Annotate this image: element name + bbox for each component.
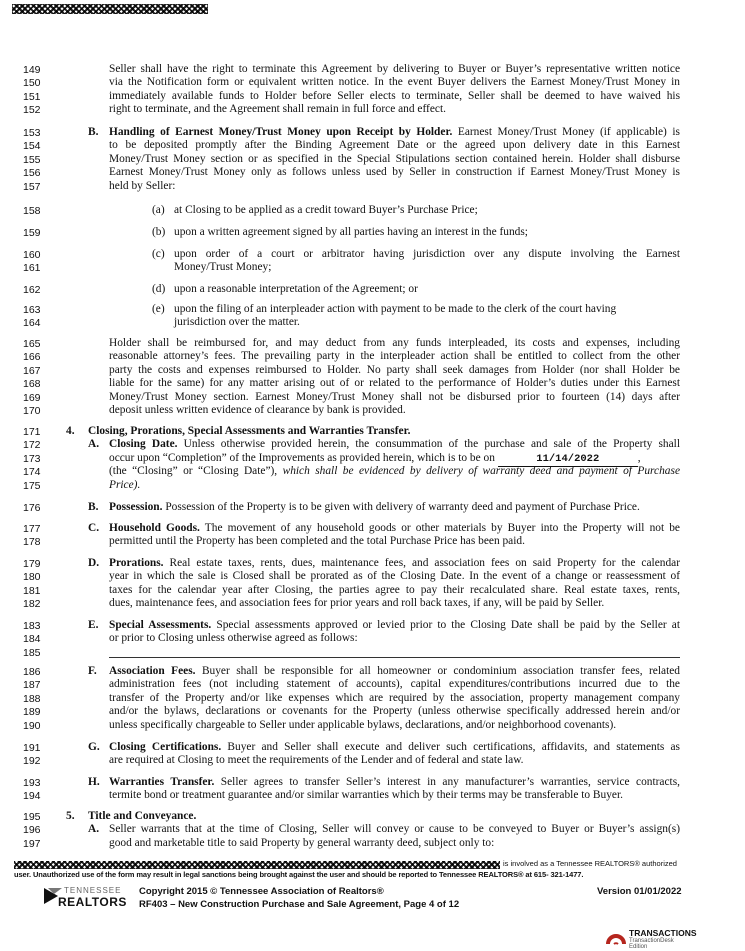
document-line bbox=[109, 391, 680, 405]
line-number: 175 bbox=[23, 479, 41, 492]
line-text: Possession of the Property is to be given with delivery of warranty deed and payment of Purchase Price. bbox=[165, 501, 640, 513]
document-line bbox=[109, 584, 680, 598]
line-number: 186 bbox=[23, 666, 41, 678]
document-line bbox=[109, 597, 680, 610]
line-text: dues, maintenance fees, and association fees for prior years and roll back taxes, if any, will be paid by Seller. bbox=[109, 597, 605, 610]
section-heading: Possession. bbox=[109, 501, 163, 513]
item-label: (b) bbox=[152, 226, 166, 238]
line-number: 188 bbox=[23, 692, 41, 705]
line-number: 184 bbox=[23, 633, 41, 646]
document-line bbox=[109, 350, 680, 364]
line-text: held by Seller: bbox=[109, 179, 176, 192]
document-line bbox=[109, 364, 680, 378]
line-number: 178 bbox=[23, 536, 41, 549]
line-text: Money/Trust Money; bbox=[174, 261, 272, 274]
document-line bbox=[109, 837, 680, 850]
footer-redaction-bar bbox=[14, 861, 500, 869]
line-number: 182 bbox=[23, 598, 41, 611]
item-label: B. bbox=[88, 501, 99, 513]
line-number: 169 bbox=[23, 391, 41, 404]
document-line bbox=[174, 226, 680, 239]
line-text: (the “Closing” or “Closing Date”), bbox=[109, 465, 278, 478]
footer-version: Version 01/01/2022 bbox=[597, 886, 682, 897]
line-text: The movement of any household goods or other materials by Buyer into the Property will not be bbox=[204, 522, 680, 534]
document-line bbox=[109, 166, 680, 180]
section-heading: Special Assessments. bbox=[109, 619, 212, 631]
line-number: 157 bbox=[23, 180, 41, 193]
line-number: 177 bbox=[23, 523, 41, 535]
line-text: and/or the bylaws, declarations or covenants for the Property (unless otherwise specifically addressed herein and/or bbox=[109, 705, 680, 718]
section-heading: Association Fees. bbox=[109, 665, 196, 677]
line-number: 163 bbox=[23, 304, 41, 316]
transactions-brand: TRANSACTIONS bbox=[629, 928, 697, 938]
item-label: A. bbox=[88, 438, 100, 451]
section-heading: Closing Certifications. bbox=[109, 741, 222, 753]
line-number: 189 bbox=[23, 706, 41, 719]
document-line bbox=[174, 316, 680, 329]
document-line bbox=[88, 810, 680, 823]
line-number: 151 bbox=[23, 90, 41, 103]
document-line bbox=[109, 776, 680, 790]
document-line bbox=[109, 557, 680, 571]
section-heading: Closing, Prorations, Special Assessments and Warranties Transfer. bbox=[88, 425, 411, 437]
line-text: administration fees (not including statement of accounts), capital expenditures/contributions incurred due to the bbox=[109, 678, 680, 691]
document-line bbox=[174, 303, 680, 316]
line-number: 166 bbox=[23, 351, 41, 364]
line-text: Real estate taxes, rents, dues, maintenance fees, and association fees on said Property for the calendar bbox=[169, 557, 680, 569]
line-text: are required at Closing to meet the requirements of the Lender and of federal and state law. bbox=[109, 754, 524, 767]
special-assessments-blank[interactable] bbox=[109, 657, 680, 658]
item-label: F. bbox=[88, 665, 97, 677]
item-label: 4. bbox=[66, 425, 75, 437]
line-number: 191 bbox=[23, 742, 41, 754]
document-line bbox=[109, 501, 680, 514]
line-text: party the costs and expenses reimbursed to Holder. No party shall seek damages from Holder (nor shall Holder be bbox=[109, 363, 680, 376]
line-text: or prior to Closing unless otherwise agreed as follows: bbox=[109, 632, 358, 645]
line-text: upon a reasonable interpretation of the Agreement; or bbox=[174, 283, 418, 295]
line-number: 179 bbox=[23, 558, 41, 570]
line-number: 170 bbox=[23, 405, 41, 417]
document-line bbox=[109, 570, 680, 584]
line-number: 155 bbox=[23, 153, 41, 166]
document-line bbox=[174, 204, 680, 217]
document-line bbox=[174, 248, 680, 262]
item-label: B. bbox=[88, 126, 99, 138]
line-text: Holder shall be reimbursed for, and may deduct from any funds interpleaded, its costs and expenses, including bbox=[109, 337, 680, 349]
item-label: (c) bbox=[152, 248, 165, 260]
line-number: 152 bbox=[23, 104, 41, 117]
document-line bbox=[109, 180, 680, 193]
line-text: termite bond or treatment guarantee and/or similar warranties which by their terms may be transferable to Buyer. bbox=[109, 789, 623, 802]
line-text: upon order of a court or arbitrator having jurisdiction over any dispute involving the Earnest bbox=[174, 248, 680, 260]
line-number: 187 bbox=[23, 679, 41, 692]
line-number: 165 bbox=[23, 338, 41, 350]
transactions-sub: TransactionDesk Edition bbox=[629, 938, 674, 950]
document-line bbox=[109, 692, 680, 706]
line-text: Money/Trust Money section. Earnest Money/Trust Money shall not be disbursed prior to fourteen (14) days after bbox=[109, 390, 680, 403]
line-number: 173 bbox=[23, 452, 41, 465]
line-number: 161 bbox=[23, 262, 41, 275]
document-line bbox=[109, 126, 680, 140]
line-text: Earnest Money/Trust Money (if applicable) is bbox=[457, 126, 680, 138]
document-line bbox=[109, 754, 680, 767]
line-number: 176 bbox=[23, 502, 41, 514]
line-number: 194 bbox=[23, 790, 41, 803]
document-line bbox=[109, 535, 680, 548]
section-heading: Title and Conveyance. bbox=[88, 810, 197, 822]
footer-form-line: RF403 – New Construction Purchase and Sale Agreement, Page 4 of 12 bbox=[139, 899, 460, 910]
line-text: reasonable attorney’s fees. The prevailing party in the interpleader action shall be entitled to collect from the other bbox=[109, 350, 680, 363]
line-number: 193 bbox=[23, 777, 41, 789]
footer-involved-text: is involved as a Tennessee REALTORS® authorized bbox=[503, 859, 677, 868]
document-line bbox=[174, 261, 680, 274]
document-line bbox=[109, 76, 680, 90]
line-text: upon the filing of an interpleader action with payment to be made to the clerk of the court having bbox=[174, 303, 617, 315]
line-text: Earnest Money/Trust Money only as follows unless used by Seller in construction if Earnest Money/Trust Money is bbox=[109, 166, 680, 179]
line-number: 172 bbox=[23, 439, 41, 452]
line-text: via the Notification form or equivalent written notice. In the event Buyer delivers the Earnest Money/Trust Money in bbox=[109, 76, 680, 89]
transactions-mark-icon bbox=[606, 928, 626, 946]
line-text: liable for the same) for any matter arising out of or related to the performance of Holder’s duties under this Earnest bbox=[109, 377, 680, 390]
line-number: 197 bbox=[23, 837, 41, 850]
document-line bbox=[109, 438, 680, 452]
document-line bbox=[109, 719, 680, 732]
document-line bbox=[109, 404, 680, 417]
item-label: D. bbox=[88, 557, 100, 569]
line-number: 171 bbox=[23, 426, 41, 438]
field-suffix: , bbox=[637, 451, 641, 464]
line-text: unless specifically chargeable to Seller under applicable bylaws, declarations, and/or neighborhood covenants). bbox=[109, 718, 617, 731]
line-text: good and marketable title to said Property by general warranty deed, subject only to: bbox=[109, 836, 495, 849]
transactions-logo bbox=[606, 928, 697, 951]
item-label: E. bbox=[88, 619, 99, 631]
line-text: to be deposited promptly after the Binding Agreement Date or the agreed upon delivery date in this Earnest bbox=[109, 139, 680, 152]
item-label: (d) bbox=[152, 283, 166, 295]
document-line bbox=[109, 153, 680, 167]
line-text: at Closing to be applied as a credit toward Buyer’s Purchase Price; bbox=[174, 204, 478, 216]
item-label: G. bbox=[88, 741, 100, 753]
line-number: 159 bbox=[23, 227, 41, 239]
line-number: 160 bbox=[23, 249, 41, 261]
line-text: occur upon “Completion” of the Improvements as provided herein, which is to be on bbox=[109, 451, 495, 464]
section-heading: Prorations. bbox=[109, 557, 164, 569]
footer-copyright: Copyright 2015 © Tennessee Association of Realtors® bbox=[139, 886, 384, 897]
document-line bbox=[174, 283, 680, 296]
section-heading: Closing Date. bbox=[109, 438, 178, 451]
footer-warning: user. Unauthorized use of the form may result in legal sanctions being brought against the user and should be reported to Tennessee REALTORS® at 615- 321-1477. bbox=[14, 870, 584, 879]
line-text: Special assessments approved or levied prior to the Closing Date shall be paid by the Seller at bbox=[216, 619, 680, 631]
line-text: right to terminate, and the Agreement shall remain in full force and effect. bbox=[109, 103, 446, 116]
document-line bbox=[88, 425, 680, 438]
document-line bbox=[109, 678, 680, 692]
document-line bbox=[109, 479, 680, 492]
document-line bbox=[109, 139, 680, 153]
document-line bbox=[109, 465, 680, 479]
line-number: 158 bbox=[23, 205, 41, 217]
line-number: 149 bbox=[23, 64, 41, 76]
line-number: 150 bbox=[23, 77, 41, 90]
line-text: jurisdiction over the matter. bbox=[174, 316, 300, 329]
line-number: 174 bbox=[23, 466, 41, 479]
logo-text-bottom: REALTORS bbox=[58, 895, 127, 909]
line-number: 195 bbox=[23, 811, 41, 823]
line-text: immediately available funds to Holder before Seller elects to terminate, Seller shall be deemed to have waived his bbox=[109, 89, 680, 102]
item-label: 5. bbox=[66, 810, 75, 822]
line-number: 156 bbox=[23, 167, 41, 180]
line-number: 162 bbox=[23, 284, 41, 296]
line-number: 168 bbox=[23, 378, 41, 391]
line-text: Seller warrants that at the time of Closing, Seller will convey or cause to be conveyed to Buyer or Buyer’s assign(s) bbox=[109, 823, 680, 836]
line-text: Buyer shall be responsible for all homeowner or condominium association transfer fees, related bbox=[201, 665, 680, 677]
document-line bbox=[109, 741, 680, 755]
line-number: 154 bbox=[23, 140, 41, 153]
document-line bbox=[109, 619, 680, 633]
line-text: taxes for the calendar year after Closing, the parties agree to pay their recalculated share. Real estate taxes, rents, bbox=[109, 583, 680, 596]
document-line bbox=[109, 823, 680, 837]
tennessee-realtors-logo bbox=[44, 886, 127, 911]
line-text: Buyer and Seller shall execute and deliver such certifications, affidavits, and statements as bbox=[227, 741, 680, 753]
document-line bbox=[109, 522, 680, 536]
line-text: Seller agrees to transfer Seller’s interest in any manufacturer’s warranties, service contracts, bbox=[220, 776, 680, 788]
document-line bbox=[109, 377, 680, 391]
line-text: Unless otherwise provided herein, the consummation of the purchase and sale of the Property shall bbox=[183, 438, 680, 451]
document-line bbox=[109, 103, 680, 116]
section-heading: Household Goods. bbox=[109, 522, 200, 534]
document-line bbox=[109, 705, 680, 719]
item-label: H. bbox=[88, 776, 100, 788]
section-heading: Handling of Earnest Money/Trust Money upon Receipt by Holder. bbox=[109, 126, 453, 138]
document-line bbox=[109, 337, 680, 351]
line-number: 190 bbox=[23, 719, 41, 732]
logo-text-top: TENNESSEE bbox=[64, 886, 122, 895]
closing-date-field[interactable]: 11/14/2022 bbox=[498, 453, 638, 467]
line-number: 164 bbox=[23, 317, 41, 330]
line-number: 192 bbox=[23, 755, 41, 768]
document-line bbox=[109, 632, 680, 645]
line-number: 183 bbox=[23, 620, 41, 632]
line-text: Seller shall have the right to terminate this Agreement by delivering to Buyer or Buyer’s representative written notice bbox=[109, 63, 680, 75]
line-number: 181 bbox=[23, 584, 41, 597]
item-label: C. bbox=[88, 522, 100, 534]
line-number: 180 bbox=[23, 571, 41, 584]
item-label: (a) bbox=[152, 204, 165, 216]
italic-text: Price). bbox=[109, 478, 141, 491]
item-label: A. bbox=[88, 823, 100, 836]
document-line bbox=[109, 90, 680, 104]
italic-text: which shall be evidenced by delivery of warranty deed and payment of Purchase bbox=[282, 465, 680, 478]
line-text: upon a written agreement signed by all parties having an interest in the funds; bbox=[174, 226, 528, 238]
document-line bbox=[109, 63, 680, 77]
line-text: deposit unless written evidence of clearance by bank is provided. bbox=[109, 404, 406, 416]
line-text: permitted until the Property has been completed and the total Purchase Price has been paid. bbox=[109, 535, 525, 548]
header-redaction-bar bbox=[12, 4, 208, 14]
line-text: year in which the sale is Closed shall be prorated as of the Closing Date. In the event of a change or reassessment of bbox=[109, 570, 680, 583]
section-heading: Warranties Transfer. bbox=[109, 776, 215, 788]
document-line bbox=[109, 665, 680, 679]
document-line bbox=[109, 789, 680, 802]
line-text: Money/Trust Money section or as specified in the Special Stipulations section contained herein. Holder shall disburse bbox=[109, 152, 680, 165]
line-text: transfer of the Property and/or like expenses which are required by the association, property management company bbox=[109, 691, 680, 704]
line-number: 185 bbox=[23, 646, 41, 659]
line-number: 153 bbox=[23, 127, 41, 139]
item-label: (e) bbox=[152, 303, 165, 315]
line-number: 196 bbox=[23, 824, 41, 837]
line-number: 167 bbox=[23, 364, 41, 377]
